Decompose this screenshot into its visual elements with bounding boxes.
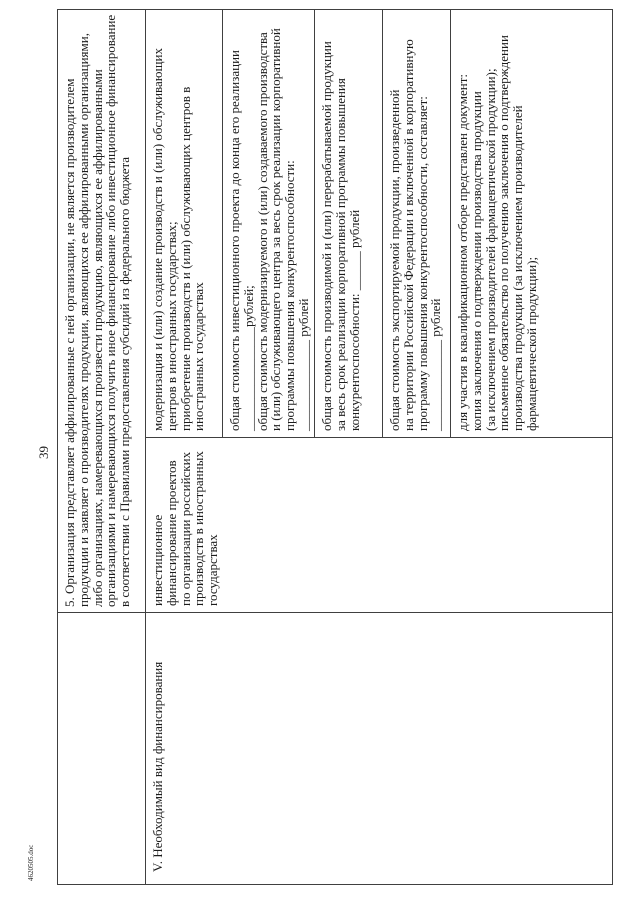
text-line: общая стоимость модернизируемого и (или) создаваемого производства <box>254 32 270 431</box>
text-line: иностранных государствах <box>191 282 207 431</box>
text-line: программу повышения конкурентоспособности, составляет: <box>414 96 430 431</box>
text-line: за весь срок реализации корпоративной программы повышения <box>332 78 348 431</box>
document-id-footer: 4620505.doc <box>27 844 35 881</box>
text-line: общая стоимость инвестиционного проекта до конца его реализации <box>227 49 242 431</box>
text-line: письменное обязательство по получению заключения о подтверждении <box>496 35 512 431</box>
text-line: программы повышения конкурентоспособности: <box>282 160 298 431</box>
criterion-cell-5 <box>450 9 613 438</box>
page-number: 39 <box>36 446 51 459</box>
criterion-cell-2 <box>222 9 315 438</box>
text-line: организациями и намеревающихся получить иное финансирование либо инвестиционное финансирование <box>103 14 119 607</box>
text-line: для участия в квалификационном отборе представлен документ: <box>455 73 470 431</box>
text-line: конкурентоспособности: ______ рублей <box>346 209 362 431</box>
section-heading: V. Необходимый вид финансирования <box>150 661 165 872</box>
text-line: фармацевтической продукции); <box>523 256 539 431</box>
text-line: центров в иностранных государствах; <box>163 221 179 431</box>
text-line: либо организациях, намеревающихся произвести продукцию, являющихся ее аффилированными <box>89 69 105 607</box>
text-line: государствах <box>205 534 221 606</box>
text-line: производств в иностранных <box>191 451 207 606</box>
text-line: по организации российских <box>177 451 193 606</box>
text-line: производства продукции (за исключением производителей <box>510 105 526 431</box>
criterion-cell-1 <box>145 9 223 438</box>
text-line: ________________рублей; <box>240 285 256 431</box>
text-line: общая стоимость производимой и (или) перерабатываемой продукции <box>319 41 334 431</box>
text-line: в соответствии с Правилами предоставления субсидий из федерального бюджета <box>117 156 133 607</box>
text-line: на территории Российской Федерации и включенной в корпоративную <box>400 39 416 431</box>
criterion-cell-4 <box>382 9 451 438</box>
text-line: и (или) обслуживающего центра за весь срок реализации корпоративной <box>268 28 284 431</box>
text-line: приобретение производств и (или) обслуживающих центров в <box>177 86 193 431</box>
text-line: (за исключением производителей фармацевтической продукции); <box>482 68 498 431</box>
financing-type-cell <box>145 437 613 613</box>
text-line: общая стоимость экспортируемой продукции, произведенной <box>387 89 402 431</box>
text-line: продукции и заявляет о производителях продукции, являющихся ее аффилированными организациями, <box>75 33 91 607</box>
text-line: инвестиционное <box>150 514 165 606</box>
text-line: ______________ рублей <box>295 298 311 431</box>
criterion-cell-continued <box>57 9 146 613</box>
empty-cell <box>57 612 146 885</box>
text-line: модернизация и (или) создание производств и (или) обслуживающих <box>150 48 165 431</box>
text-line: 5. Организация представляет аффилированные с ней организации, не является производителем <box>62 78 77 607</box>
text-line: финансирование проектов <box>163 460 179 606</box>
section-heading-cell <box>145 612 613 885</box>
text-line: копия заключения о подтверждении производства продукции <box>468 91 484 431</box>
criterion-cell-3 <box>314 9 383 438</box>
text-line: ______________ рублей <box>428 298 444 431</box>
